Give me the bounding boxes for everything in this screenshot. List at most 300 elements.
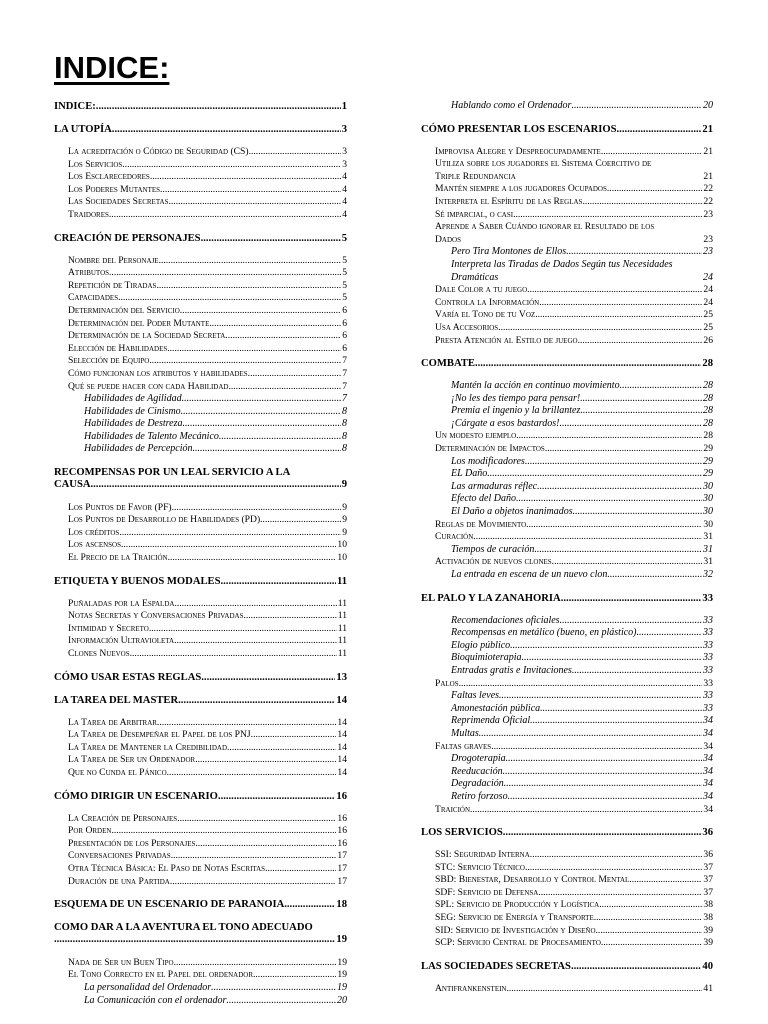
toc-entry-title: El Precio de la Traición (68, 552, 168, 564)
toc-entry[interactable] (54, 318, 347, 331)
toc-section[interactable] (54, 898, 347, 911)
toc-entry-line: Interpreta las Tiradas de Dados Según tus Necesidades (451, 258, 673, 270)
toc-entry[interactable] (421, 146, 713, 159)
toc-entry-title: Recompensas en metálico (bueno, en plástico) (451, 627, 637, 639)
toc-entry[interactable] (421, 983, 713, 996)
toc-dot-leader (475, 357, 701, 370)
toc-entry-title: La acreditación o Código de Seguridad (CS) (68, 146, 249, 157)
toc-entry-title: COMBATE (421, 358, 475, 370)
toc-page-number: 7 (342, 393, 347, 405)
toc-entry-title: Multas (451, 727, 479, 739)
toc-entry-title: Las Sociedades Secretas (68, 196, 169, 208)
toc-dot-leader (607, 183, 703, 196)
toc-page-number: 5 (342, 292, 347, 304)
toc-entry[interactable] (54, 717, 347, 730)
toc-entry[interactable] (421, 715, 713, 728)
toc-dot-leader (525, 862, 702, 875)
toc-entry-line: Aprende a Saber Cuándo ignorar el Resultado de los (435, 221, 655, 233)
toc-entry[interactable] (54, 381, 347, 394)
toc-entry-title: La personalidad del Ordenador (84, 981, 212, 993)
toc-dot-leader (510, 640, 702, 653)
toc-entry[interactable] (421, 627, 713, 640)
toc-page-number: 37 (703, 874, 713, 886)
toc-entry[interactable] (54, 969, 347, 982)
toc-page-number: 21 (702, 123, 713, 135)
toc-entry[interactable] (54, 418, 347, 431)
toc-entry-title: Traidores (68, 208, 109, 220)
toc-entry[interactable] (54, 196, 347, 209)
toc-entry[interactable] (54, 393, 347, 406)
toc-page-number: 4 (342, 171, 347, 183)
toc-dot-leader (560, 615, 702, 628)
toc-entry[interactable] (421, 335, 713, 348)
toc-entry[interactable] (54, 280, 347, 293)
toc-entry[interactable] (421, 899, 713, 912)
toc-entry-title: CÓMO PRESENTAR LOS ESCENARIOS (421, 123, 617, 135)
toc-entry[interactable] (54, 330, 347, 343)
toc-dot-leader (171, 850, 337, 863)
toc-section[interactable] (54, 100, 347, 113)
toc-dot-leader (601, 146, 703, 159)
toc-entry-title: Traición (435, 803, 471, 815)
toc-entry-title: La Creación de Personajes (68, 812, 178, 824)
toc-page-number: 34 (703, 790, 713, 802)
toc-entry-title: La Tarea de Arbitrar (68, 716, 157, 728)
toc-dot-leader (498, 322, 702, 335)
toc-entry[interactable] (421, 519, 713, 532)
toc-dot-leader (539, 297, 702, 310)
toc-entry[interactable] (421, 753, 713, 766)
toc-entry[interactable] (54, 754, 347, 767)
toc-entry-title: Puñaladas por la Espalda (68, 597, 175, 609)
toc-dot-leader (580, 393, 702, 406)
toc-entry-title: Que no Cunda el Pánico (68, 766, 167, 778)
toc-dot-leader (168, 552, 337, 565)
toc-section[interactable] (421, 357, 713, 370)
toc-dot-leader (540, 703, 702, 716)
toc-entry[interactable] (421, 791, 713, 804)
toc-dot-leader (559, 418, 702, 431)
toc-entry[interactable] (421, 887, 713, 900)
toc-dot-leader (504, 778, 702, 791)
toc-entry[interactable] (421, 456, 713, 469)
toc-entry[interactable] (421, 380, 713, 393)
toc-entry[interactable] (54, 767, 347, 780)
toc-page-number: 30 (703, 480, 713, 492)
toc-section[interactable] (421, 960, 713, 973)
toc-dot-leader (580, 405, 702, 418)
toc-dot-leader (617, 123, 702, 136)
toc-section[interactable] (54, 232, 347, 245)
toc-entry-title: Entradas gratis e Invitaciones (451, 664, 572, 676)
toc-entry-title: ETIQUETA Y BUENOS MODALES (54, 575, 221, 587)
toc-entry-title: ESQUEMA DE UN ESCENARIO DE PARANOIA (54, 899, 285, 911)
toc-page-number: 6 (342, 342, 347, 354)
toc-dot-leader (219, 431, 341, 444)
toc-entry-title: Un modesto ejemplo (435, 430, 517, 442)
toc-entry[interactable] (54, 305, 347, 318)
toc-section[interactable] (54, 790, 347, 803)
toc-left-column (54, 100, 347, 1007)
toc-entry[interactable] (421, 615, 713, 628)
toc-entry[interactable] (421, 652, 713, 665)
toc-entry-title: Los Esclarecedores (68, 171, 150, 183)
toc-dot-leader (620, 380, 702, 393)
toc-entry-title: Otra Técnica Básica: El Paso de Notas Escritas (68, 862, 266, 874)
toc-entry-title: SPL: Servicio de Producción y Logística (435, 899, 600, 911)
toc-page-number: 10 (337, 552, 347, 564)
toc-page-number: 22 (703, 195, 713, 207)
toc-page-number: 8 (342, 405, 347, 417)
toc-entry-title: Sé imparcial, o casi (435, 208, 514, 220)
toc-dot-leader (248, 368, 342, 381)
toc-entry[interactable] (54, 527, 347, 540)
toc-entry[interactable] (54, 159, 347, 172)
toc-entry-title: Presta Atención al Estilo de juego (435, 334, 578, 346)
toc-section[interactable] (421, 123, 713, 136)
toc-entry[interactable] (54, 610, 347, 623)
toc-entry[interactable] (54, 635, 347, 648)
toc-dot-leader (121, 539, 336, 552)
toc-section[interactable] (54, 921, 347, 947)
toc-entry-title: Interpreta el Espíritu de las Reglas (435, 195, 583, 207)
toc-entry-title: Antifrankenstein (435, 982, 507, 994)
toc-dot-leader (251, 729, 337, 742)
toc-dot-leader (118, 292, 341, 305)
toc-section[interactable] (54, 575, 347, 588)
toc-page-number: 37 (703, 886, 713, 898)
toc-page-number: 23 (703, 233, 713, 245)
toc-entry[interactable] (421, 531, 713, 544)
toc-entry[interactable] (54, 255, 347, 268)
toc-section[interactable] (421, 826, 713, 839)
toc-entry[interactable] (421, 322, 713, 335)
toc-entry[interactable] (421, 912, 713, 925)
toc-entry-title: Habilidades de Agilidad (84, 393, 182, 405)
toc-entry[interactable] (421, 506, 713, 519)
toc-entry[interactable] (54, 552, 347, 565)
toc-entry[interactable] (54, 343, 347, 356)
toc-dot-leader (265, 863, 336, 876)
toc-entry-title: Los créditos (68, 526, 120, 538)
page-title: INDICE: (54, 50, 170, 85)
toc-page-number: 33 (703, 702, 713, 714)
toc-entry[interactable] (421, 766, 713, 779)
toc-dot-leader (209, 318, 341, 331)
toc-entry[interactable] (421, 556, 713, 569)
toc-dot-leader (174, 598, 336, 611)
toc-section[interactable] (54, 694, 347, 707)
toc-entry[interactable] (54, 209, 347, 222)
toc-page-number: 8 (342, 418, 347, 430)
toc-entry[interactable] (421, 778, 713, 791)
toc-entry[interactable] (421, 259, 713, 284)
toc-entry[interactable] (54, 876, 347, 889)
toc-dot-leader (506, 753, 702, 766)
toc-page-number: 25 (703, 309, 713, 321)
toc-page-number: 21 (703, 170, 713, 182)
toc-entry-title: Determinación de la Sociedad Secreta (68, 330, 226, 342)
toc-page-number: 37 (703, 861, 713, 873)
toc-entry-title: LA UTOPÍA (54, 124, 112, 135)
toc-entry-title: Recomendaciones oficiales (451, 614, 560, 626)
toc-entry-title: Repetición de Tiradas (68, 279, 157, 291)
toc-entry-title: La Tarea de Desempeñar el Papel de los PNJ (68, 729, 251, 741)
toc-entry[interactable] (54, 171, 347, 184)
toc-entry-title: Mantén siempre a los jugadores Ocupados (435, 183, 607, 195)
toc-entry[interactable] (421, 443, 713, 456)
toc-entry[interactable] (54, 514, 347, 527)
toc-entry-title: La entrada en escena de un nuevo clon (451, 569, 608, 580)
toc-entry-line: Utiliza sobre los jugadores el Sistema Coercitivo de (435, 158, 652, 170)
toc-entry[interactable] (421, 741, 713, 754)
toc-entry-title: Cómo funcionan los atributos y habilidades (68, 367, 248, 379)
toc-section-line: COMO DAR A LA AVENTURA EL TONO ADECUADO (54, 922, 313, 934)
toc-page-number: 14 (337, 729, 347, 741)
toc-entry-title: Nombre del Personaje (68, 254, 159, 266)
toc-dot-leader (601, 937, 703, 950)
toc-entry[interactable] (421, 703, 713, 716)
toc-page-number: 11 (337, 610, 347, 622)
toc-entry-title: Clones Nuevos (68, 648, 130, 659)
toc-dot-leader (459, 678, 703, 691)
toc-dot-leader (130, 648, 337, 661)
toc-dot-leader (174, 635, 337, 648)
toc-dot-leader (607, 569, 702, 582)
toc-entry[interactable] (54, 957, 347, 970)
toc-page-number: 19 (337, 969, 347, 981)
toc-entry[interactable] (421, 640, 713, 653)
toc-entry-title: Determinación del Servicio (68, 304, 180, 316)
toc-entry[interactable] (54, 431, 347, 444)
toc-entry-title: Pero Tira Montones de Ellos (451, 246, 567, 258)
toc-dot-leader (167, 767, 337, 780)
toc-entry[interactable] (54, 863, 347, 876)
toc-entry[interactable] (54, 623, 347, 636)
toc-page-number: 30 (703, 518, 713, 530)
toc-entry[interactable] (421, 874, 713, 887)
toc-page-number: 16 (337, 825, 347, 837)
toc-entry[interactable] (54, 825, 347, 838)
toc-entry-title: Reprimenda Oficial (451, 715, 531, 727)
toc-entry[interactable] (421, 297, 713, 310)
toc-entry[interactable] (421, 405, 713, 418)
toc-entry-title: Dramáticas (451, 271, 499, 283)
toc-entry[interactable] (54, 995, 347, 1008)
toc-entry[interactable] (54, 443, 347, 456)
toc-page-number: 14 (337, 716, 347, 728)
toc-entry-title: Los Servicios (68, 158, 123, 170)
toc-entry-title: Varía el Tono de tu Voz (435, 309, 536, 321)
toc-entry[interactable] (421, 430, 713, 443)
toc-entry[interactable] (421, 544, 713, 557)
toc-entry[interactable] (54, 742, 347, 755)
toc-entry[interactable] (421, 183, 713, 196)
toc-entry-title: LAS SOCIEDADES SECRETAS (421, 960, 571, 972)
toc-entry-title: EL PALO Y LA ZANAHORIA (421, 592, 561, 604)
toc-page-number: 36 (702, 827, 713, 839)
toc-page-number: 28 (703, 405, 713, 417)
toc-entry[interactable] (421, 493, 713, 506)
toc-entry-title: Duración de una Partida (68, 875, 170, 887)
toc-page-number: 24 (703, 284, 713, 296)
toc-entry-title: EL Daño (451, 468, 488, 480)
toc-entry-title: SBD: Bienestar, Desarrollo y Control Mental (435, 874, 630, 886)
toc-page-number: 28 (703, 392, 713, 404)
toc-entry[interactable] (421, 418, 713, 431)
toc-entry-title: ¡No les des tiempo para pensar! (451, 392, 581, 404)
toc-entry-title: Reeducación (451, 765, 503, 777)
toc-entry[interactable] (421, 728, 713, 741)
toc-entry[interactable] (54, 729, 347, 742)
toc-entry[interactable] (421, 468, 713, 481)
toc-dot-leader (537, 481, 702, 494)
toc-page-number: 11 (337, 648, 347, 659)
toc-entry[interactable] (421, 937, 713, 950)
toc-entry-title: Bioquimioterapia (451, 652, 522, 664)
toc-section[interactable] (421, 592, 713, 605)
toc-section-line (54, 479, 347, 492)
toc-entry[interactable] (421, 690, 713, 703)
toc-entry[interactable] (421, 196, 713, 209)
toc-dot-leader (506, 983, 702, 996)
toc-entry[interactable] (54, 502, 347, 515)
toc-page-number: 30 (703, 493, 713, 505)
toc-entry-title: Habilidades de Percepción (84, 443, 193, 455)
toc-entry[interactable] (54, 598, 347, 611)
toc-page-number: 31 (703, 543, 713, 555)
toc-page-number: 20 (703, 100, 713, 111)
toc-dot-leader (561, 592, 702, 605)
toc-entry[interactable] (54, 146, 347, 159)
toc-page-number: 33 (703, 639, 713, 651)
toc-entry[interactable] (54, 292, 347, 305)
toc-page-number: 14 (336, 694, 347, 706)
toc-page-number: 3 (341, 124, 347, 135)
toc-dot-leader (181, 406, 341, 419)
toc-dot-leader (211, 982, 336, 995)
toc-right-column (421, 100, 713, 995)
toc-page-number: 31 (703, 556, 713, 568)
toc-entry-title: Atributos (68, 267, 110, 279)
toc-entry-title: La Tarea de Mantener la Credibilidad (68, 741, 228, 753)
toc-dot-leader (174, 957, 337, 970)
toc-page-number: 7 (342, 367, 347, 379)
toc-section[interactable] (54, 671, 347, 684)
toc-section[interactable] (54, 466, 347, 492)
toc-entry[interactable] (421, 158, 713, 183)
toc-page-number: 41 (703, 982, 713, 994)
toc-page-number: 14 (337, 754, 347, 766)
toc-entry[interactable] (421, 804, 713, 817)
toc-page-number: 28 (703, 380, 713, 392)
toc-dot-leader (629, 874, 702, 887)
toc-dot-leader (596, 925, 703, 938)
toc-entry-title: Determinación del Poder Mutante (68, 317, 210, 329)
toc-entry[interactable] (54, 368, 347, 381)
toc-entry-title: SEG: Servicio de Energía y Transporte (435, 912, 594, 924)
toc-dot-leader (96, 100, 341, 113)
toc-dot-leader (159, 255, 342, 268)
toc-entry[interactable] (54, 267, 347, 280)
toc-dot-leader (522, 652, 702, 665)
toc-page-number: 23 (703, 246, 713, 258)
toc-entry[interactable] (421, 100, 713, 113)
toc-entry[interactable] (421, 925, 713, 938)
toc-page-number: 31 (703, 531, 713, 543)
toc-entry-title: CÓMO DIRIGIR UN ESCENARIO (54, 790, 218, 802)
toc-entry[interactable] (421, 309, 713, 322)
toc-entry-title: CÓMO USAR ESTAS REGLAS (54, 671, 202, 683)
toc-entry[interactable] (421, 849, 713, 862)
toc-entry[interactable] (421, 284, 713, 297)
toc-entry[interactable] (421, 393, 713, 406)
toc-entry[interactable] (421, 569, 713, 582)
toc-entry-title: LA TAREA DEL MASTER (54, 694, 179, 706)
toc-entry[interactable] (421, 862, 713, 875)
toc-entry[interactable] (421, 246, 713, 259)
toc-entry-title: Habilidades de Cinismo (84, 405, 181, 417)
toc-entry-title: Las armaduras réflec (451, 480, 538, 492)
toc-entry-title: Mantén la acción en continuo movimiento (451, 380, 620, 392)
toc-page-number: 23 (703, 208, 713, 220)
toc-page-number: 9 (341, 479, 347, 491)
toc-dot-leader (508, 791, 702, 804)
toc-entry-title: Determinación de Impactos (435, 443, 545, 455)
toc-entry[interactable] (54, 355, 347, 368)
toc-page-number: 34 (703, 727, 713, 739)
toc-entry[interactable] (421, 221, 713, 246)
toc-entry[interactable] (54, 850, 347, 863)
toc-entry[interactable] (54, 184, 347, 197)
toc-page-number: 28 (703, 417, 713, 429)
toc-dot-leader (534, 544, 702, 557)
toc-page-number: 28 (703, 430, 713, 442)
toc-entry-line (435, 171, 713, 184)
toc-entry[interactable] (54, 406, 347, 419)
toc-entry-title: Curación (435, 531, 474, 543)
toc-entry-title: CREACIÓN DE PERSONAJES (54, 232, 201, 244)
toc-dot-leader (218, 790, 335, 803)
toc-entry[interactable] (421, 481, 713, 494)
toc-entry[interactable] (421, 665, 713, 678)
toc-entry[interactable] (54, 982, 347, 995)
toc-entry[interactable] (54, 648, 347, 661)
toc-entry[interactable] (54, 539, 347, 552)
toc-section[interactable] (54, 123, 347, 136)
toc-entry[interactable] (54, 813, 347, 826)
toc-dot-leader (516, 430, 702, 443)
toc-entry[interactable] (421, 678, 713, 691)
toc-page-number: 33 (703, 677, 713, 689)
toc-entry-title: Capacidades (68, 292, 119, 304)
toc-dot-leader (122, 159, 341, 172)
toc-page-number: 29 (703, 443, 713, 455)
toc-dot-leader (169, 196, 342, 209)
toc-entry[interactable] (421, 209, 713, 222)
toc-entry[interactable] (54, 838, 347, 851)
toc-page-number: 14 (337, 741, 347, 753)
toc-dot-leader (182, 393, 341, 406)
toc-entry-title: El Daño a objetos inanimados (451, 506, 573, 518)
toc-entry-title: SDF: Servicio de Defensa (435, 886, 539, 898)
toc-page-number: 5 (342, 254, 347, 266)
toc-entry-title: INDICE: (54, 101, 96, 112)
toc-dot-leader (572, 665, 702, 678)
toc-page-number: 18 (336, 899, 347, 911)
toc-dot-leader (503, 826, 702, 839)
toc-dot-leader (180, 305, 341, 318)
